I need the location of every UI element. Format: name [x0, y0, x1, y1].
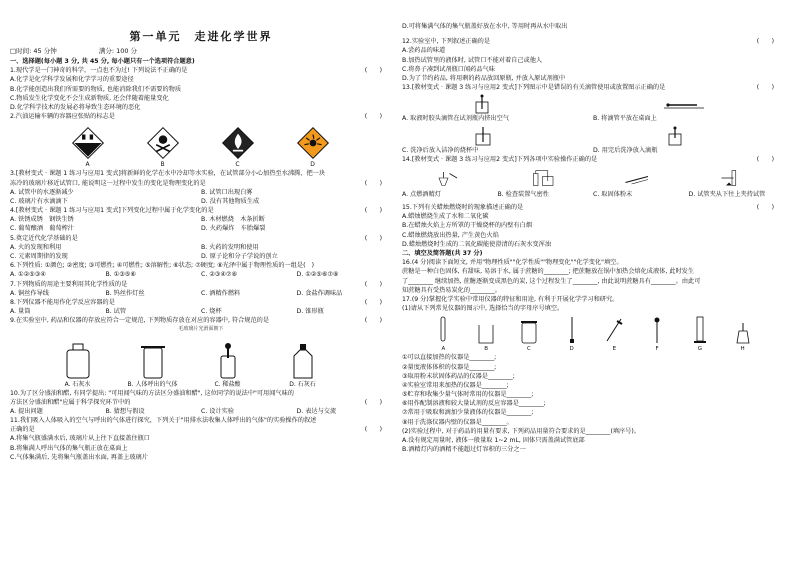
q6-options: A. ①②⑤③④ B. ①③⑤⑥ C. ②③④⑦⑧ D. ①②⑤⑥⑦⑧: [10, 271, 339, 279]
q17-item-1: ①可以直接加热的仪器是________;: [402, 354, 497, 362]
q11-option-d: D.可将集满气体的集气瓶盖好放在水中, 等用时再从水中取出: [402, 23, 568, 30]
question-8: 8.下列仪器不能用作化学反应容器的是 ( ): [10, 298, 382, 306]
page-title: 第一单元 走进化学世界: [129, 30, 273, 43]
hazard-sign-d: D: [283, 126, 343, 169]
question-6: 6.下列性质: ①颜色; ②密度; ③可燃性; ④可燃性; ⑤溶解性; ⑥状态; ⑦硬度; ⑧光泽中属于物理性质的一组是( ): [10, 262, 315, 270]
q9-caption: 毛玻璃片光滑面朝下: [178, 325, 224, 332]
question-17-part-2: (2)实验过程中, 对于药品的用量有要求, 下列药品用量符合要求的是________(填序号)。: [402, 427, 641, 435]
q12-option-b: B.加热试管里的液体时, 试管口不能对着自己或他人: [402, 56, 543, 64]
question-10-cont: 方法区分盛油和醋"应属于科学探究环节中的 ( ): [10, 398, 382, 406]
bottle-c: C. 稀盐酸: [193, 342, 263, 389]
dropper-on-table-icon: [659, 94, 719, 114]
hazard-sign-b: B: [133, 126, 193, 169]
q13-images-row2: [402, 124, 784, 146]
question-11: 11.我们吸入人体吸入的空气与呼出的气体进行探究，下列关于"用排水法收集人体呼出的气体"的实验操作的叙述: [10, 417, 317, 425]
lab-instruments: [422, 313, 764, 353]
q12-option-d: D.为了节约药品, 将用剩的药品放回原瓶, 并放入原试剂瓶中: [402, 74, 566, 82]
q11-option-c: C.气体集满后, 先将集气瓶盖出水面, 再盖上玻璃片: [10, 453, 148, 461]
narrow-bottle-icon: [288, 342, 318, 380]
q12-option-a: A.尝药品的味道: [402, 47, 446, 55]
gas-bottle-icon: [518, 315, 540, 345]
score-info: 满分: 100 分: [98, 47, 138, 55]
question-17-part-1: (1)请从下列常见仪器的图示中, 选择恰当的字母序号填空。: [402, 305, 564, 313]
question-5: 5.奠定近代化学基础的是 ( ): [10, 234, 382, 242]
instrument-d: D: [561, 315, 583, 353]
q10-options: A. 提出问题 B. 猜想与假设 C. 设计实验 D. 表达与交流: [10, 407, 337, 415]
dropper-in-bottle-icon: [468, 94, 528, 114]
q15-option-d: D.蜡烛燃烧时生成的二氧化碳能使澄清的石灰水变浑浊: [402, 240, 552, 248]
q17-item-2: ②量度液体体积的仪器是________;: [402, 363, 497, 371]
q14-labels: A. 点燃酒精灯 B. 检查装置气密性 C. 取固体粉末 D. 试管夹从下往上夹持试管: [402, 190, 766, 198]
dropper-in-beaker-icon: [468, 126, 528, 146]
question-16: 16.(4 分)阅读下面短文, 并用"物理性质""化学性质""物理变化""化学变化"填空。: [402, 259, 623, 267]
q11-option-b: B.将集满人呼出气体的集气瓶正放在桌面上: [10, 444, 128, 452]
question-16-text-1: 蔗糖是一种白色固体, 有甜味, 易溶于水, 属于蔗糖的________; 把蔗糖放在锅中加热会熔化成液体, 此时发生: [402, 268, 695, 276]
question-9: 9.在实验室中, 药品和仪器的存放应符合一定规范, 下列物质存放在对应的容器中, 符合规范的是 ( ): [10, 317, 382, 325]
hazard-sign-c: C: [208, 126, 268, 169]
graduated-cylinder-icon: [689, 315, 711, 345]
time-info: □时间: 45 分钟: [10, 47, 57, 55]
q13-images-row1: [402, 92, 784, 114]
q17-item-8: ⑧用于洗涤仪器内壁的仪器是________。: [402, 418, 513, 426]
question-17: 17.(9 分)掌握化学实验中常用仪器的特征和用途, 有利于开展化学学习和研究。: [402, 295, 619, 303]
bottle-a: A. 石灰水: [43, 342, 113, 389]
question-10: 10.为了区分盛油和醋, 有同学提出: "可用闻气味的方法区分盛油和醋", 这位同学的说法中"可用闻气味的: [10, 389, 294, 397]
question-3: 3.[教材变式 · 课题 1 练习与应用1 变式]将新鲜的化学在水中冷却等水实验，在试管部分小心加热至水沸腾，把一块: [10, 170, 326, 178]
instrument-c: C: [518, 315, 540, 353]
test-tube-icon: [432, 315, 454, 345]
question-15: 15.下列有关蜡烛燃烧时的现象描述正确的是 ( ): [402, 204, 774, 212]
dropper-icon: [646, 315, 668, 345]
left-column: [10, 24, 392, 462]
exam-meta: [10, 46, 392, 57]
question-16-text-2: 了________ 继续加热, 蔗糖逐渐变成黑色的炭, 这个过程发生了________, 由此说明蔗糖具有________。由此可: [402, 277, 701, 285]
dropper-bottle-icon: [213, 342, 243, 380]
q13-labels-1: A. 取液时胶头滴管在试剂瓶内挤出空气 B. 将滴管平放在桌面上: [402, 115, 657, 123]
instrument-b: B: [475, 315, 497, 353]
instrument-a: A: [432, 315, 454, 353]
question-3-cont: 冻冷的玻璃片移近试管口, 能说明这一过程中发生的变化是物理变化的是 ( ): [10, 179, 382, 187]
q15-option-b: B.在蜡烛火焰上方所罩的干燥烧杯的内壁有白烟: [402, 222, 532, 230]
alcohol-lamp-lighting-icon: [427, 166, 472, 190]
powder-sampling-icon: [618, 166, 663, 190]
instrument-g: G: [689, 315, 711, 353]
section-1-heading: 一、选择题(每小题 3 分, 共 45 分, 每小题只有一个选项符合题意): [10, 58, 195, 65]
instrument-f: F: [646, 315, 668, 353]
beaker-icon: [475, 315, 497, 345]
test-tube-brush-icon: [603, 315, 625, 345]
hazard-signs: [50, 121, 350, 169]
q1-option-a: A.化学是化学科学发展和化学学习的重要途径: [10, 76, 134, 84]
dropper-bottle-rinsed-icon: [659, 126, 719, 146]
question-13: 13.[教材变式 · 课题 3 练习与应用2 变式]下列图示中是错误的有关滴管使用或放置图示正确的是 ( ): [402, 84, 774, 92]
question-4: 4.[教材变式 · 课题 1 练习与应用1 变式]下列变化过程中属于化学变化的是 ( ): [10, 207, 382, 215]
question-12: 12.实验室中, 下列叙述正确的是 ( ): [402, 38, 774, 46]
q14-images: [402, 164, 784, 190]
question-2: 2.汽油运输车辆的容器应张贴的标志是 ( ): [10, 113, 382, 121]
question-1: 1.现代学是一门神奇的科学，一点也不为过! 下列说法不正确的是 ( ): [10, 67, 382, 75]
q17-part-2-option-b: B.酒精灯内的酒精不能超过灯容积的三分之一: [402, 446, 526, 454]
q3-options-2: C. 玻璃片有水滴滴下 D. 没有其他物质生成: [10, 197, 260, 205]
hazard-sign-a: A: [58, 126, 118, 169]
instrument-e: E: [603, 315, 625, 353]
q17-item-3: ③取用粉末状固体药品的仪器是________;: [402, 372, 515, 380]
q1-option-c: C.物质发生化学变化不会生成新物质, 还会伴随着能量变化: [10, 94, 169, 102]
alcohol-lamp-icon: [732, 315, 754, 345]
storage-bottles: [40, 333, 340, 389]
airtightness-check-icon: [523, 166, 568, 190]
q5-options-2: C. 元素周期律的发现 D. 原子论和分子学说的创立: [10, 253, 278, 260]
q3-options: A. 试管中的水逐渐减少 B. 试管口出现白雾: [10, 188, 253, 196]
q17-item-6: ⑥用作配制溶液和较大量试剂的反应容器是________;: [402, 400, 546, 408]
q12-option-c: C.将鼻子凑到试剂瓶口闻药品气味: [402, 65, 495, 73]
q5-options: A. 火的发现和利用 B. 火药的发明和使用: [10, 243, 259, 251]
bottle-b: B. 人体呼出的气体: [118, 342, 188, 389]
q1-option-d: D.化学科学技术的发展必将导致生态环境的恶化: [10, 103, 141, 111]
q17-item-5: ⑤贮存和收集少量气体时常用的仪器是________;: [402, 391, 534, 399]
q15-option-c: C.蜡烛燃烧放出热量, 产生黄色火焰: [402, 231, 499, 239]
q4-options-2: C. 葡萄酿酒 葡萄榨汁 D. 火药爆炸 车胎爆裂: [10, 225, 266, 233]
wide-mouth-bottle-icon: [63, 342, 93, 380]
bottle-d: D. 石灰石: [268, 342, 338, 389]
toxic-skull-icon: [146, 126, 180, 160]
q1-option-b: B.化学能创造出我们所需要的物质, 也能消除我们不需要的物质: [10, 85, 182, 93]
instrument-h: H: [732, 315, 754, 353]
q17-item-4: ④实验室常用来加热的仪器是________;: [402, 381, 509, 389]
question-16-text-3: 知蔗糖具有受热易炭化的________。: [402, 286, 501, 294]
q13-labels-2: C. 洗净后放入洁净的烧杯中 D. 用完后洗净放入滴瓶: [402, 146, 658, 154]
question-7: 7.下列物质的用途主要利用其化学性质的是 ( ): [10, 280, 382, 288]
section-2-heading: 二、填空及简答题(共 37 分): [402, 250, 483, 257]
question-11-cont: 正确的是 ( ): [10, 426, 382, 434]
q8-options: A. 量筒 B. 试管 C. 烧杯 D. 锥形瓶: [10, 308, 324, 316]
right-column: [402, 22, 784, 454]
q15-option-a: A.蜡烛燃烧生成了水和二氧化碳: [402, 213, 489, 221]
spatula-icon: [561, 315, 583, 345]
flammable-icon: [221, 126, 255, 160]
q17-item-7: ⑦常用于吸取和滴加少量液体的仪器是________;: [402, 409, 534, 417]
explosive-icon: [296, 126, 330, 160]
q17-part-2-option-a: A.没有规定用量时, 液体一般量取 1~2 mL, 固体只需盖满试管底部: [402, 437, 585, 444]
question-14: 14.[教材变式 · 课题 3 练习与应用2 变式]下列各项中实验操作正确的是 ( ): [402, 155, 774, 163]
q11-option-a: A.将集气瓶盛满水后, 玻璃片从上往下直接盖住瓶口: [10, 435, 150, 443]
q7-options: A. 铜丝作导线 B. 钨丝作灯丝 C. 酒精作燃料 D. 食盐作调味品: [10, 289, 343, 297]
gas-jar-icon: [138, 342, 168, 380]
q4-options: A. 铁锈成锈 钢铁生锈 B. 木材燃烧 木条折断: [10, 216, 265, 224]
test-tube-clamp-icon: [714, 166, 759, 190]
corrosive-icon: [71, 126, 105, 160]
